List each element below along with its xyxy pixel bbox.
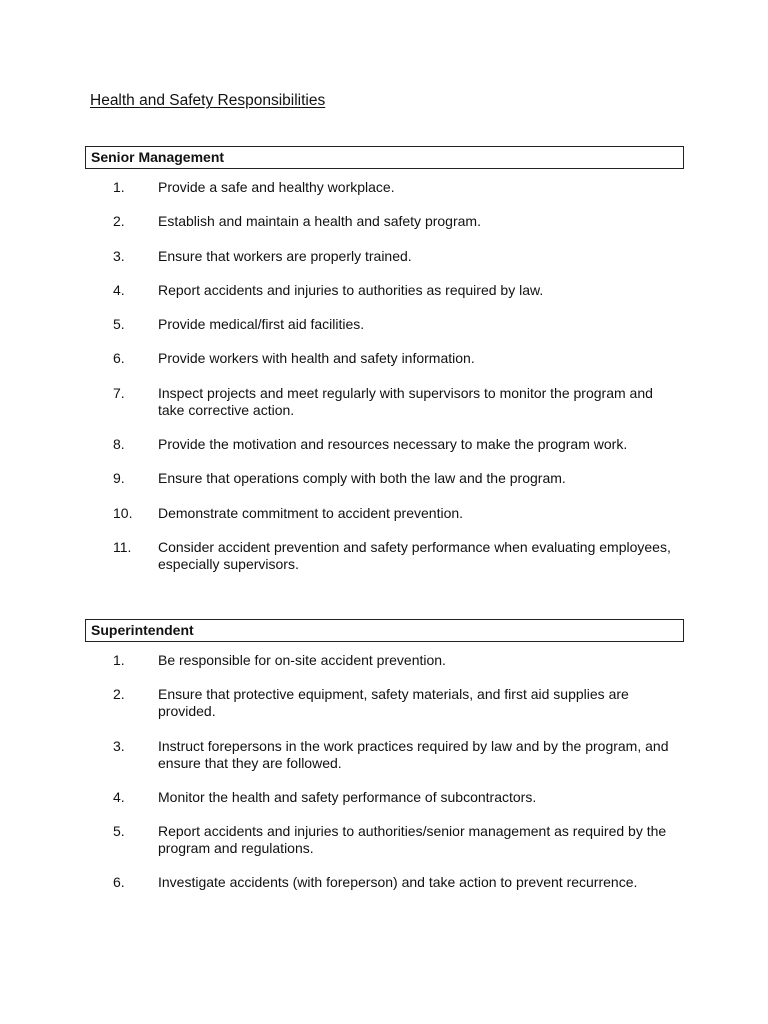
list-item xyxy=(85,316,684,333)
item-number: 6. xyxy=(113,350,125,367)
list-item xyxy=(85,385,684,419)
list-item xyxy=(85,282,684,299)
item-text: Provide workers with health and safety information. xyxy=(158,350,475,367)
item-number: 11. xyxy=(113,538,132,555)
item-number: 2. xyxy=(113,686,125,703)
item-text: Monitor the health and safety performance of subcontractors. xyxy=(158,788,537,805)
item-text: Ensure that workers are properly trained. xyxy=(158,247,412,264)
item-text: Consider accident prevention and safety performance when evaluating employees, especially supervisors. xyxy=(158,538,671,572)
item-number: 5. xyxy=(113,316,125,333)
item-text: Ensure that operations comply with both the law and the program. xyxy=(158,470,566,487)
list-item xyxy=(85,350,684,367)
item-text: Investigate accidents (with foreperson) and take action to prevent recurrence. xyxy=(158,874,638,891)
list-item xyxy=(85,652,684,669)
item-number: 7. xyxy=(113,384,125,401)
item-number: 9. xyxy=(113,470,125,487)
responsibility-list xyxy=(85,652,684,891)
list-item xyxy=(85,505,684,522)
section-heading: Senior Management xyxy=(85,146,684,169)
list-item xyxy=(85,436,684,453)
item-text: Ensure that protective equipment, safety materials, and first aid supplies are provided. xyxy=(158,686,629,720)
list-item xyxy=(85,470,684,487)
item-number: 3. xyxy=(113,737,125,754)
item-number: 8. xyxy=(113,436,125,453)
item-number: 5. xyxy=(113,823,125,840)
list-item xyxy=(85,248,684,265)
list-item xyxy=(85,179,684,196)
item-number: 1. xyxy=(113,652,125,668)
item-text: Inspect projects and meet regularly with supervisors to monitor the program and take corrective action. xyxy=(158,384,653,418)
item-number: 2. xyxy=(113,213,125,230)
item-number: 4. xyxy=(113,281,125,298)
item-number: 6. xyxy=(113,874,125,891)
list-item xyxy=(85,738,684,772)
item-text: Provide a safe and healthy workplace. xyxy=(158,179,395,195)
list-item xyxy=(85,539,684,573)
section-superintendent xyxy=(85,619,684,909)
list-item xyxy=(85,686,684,720)
item-text: Report accidents and injuries to authorities as required by law. xyxy=(158,281,544,298)
item-text: Instruct forepersons in the work practices required by law and by the program, and ensure that they are followed. xyxy=(158,737,669,771)
list-item xyxy=(85,823,684,857)
item-number: 3. xyxy=(113,247,125,264)
item-text: Provide the motivation and resources necessary to make the program work. xyxy=(158,436,628,453)
page-title: Health and Safety Responsibilities xyxy=(90,92,326,109)
list-item xyxy=(85,789,684,806)
item-text: Report accidents and injuries to authorities/senior management as required by the program and regulations. xyxy=(158,823,667,857)
section-heading: Superintendent xyxy=(85,619,684,642)
item-text: Provide medical/first aid facilities. xyxy=(158,316,365,333)
item-number: 4. xyxy=(113,788,125,805)
section-senior-management xyxy=(85,146,684,590)
list-item xyxy=(85,213,684,230)
item-text: Establish and maintain a health and safety program. xyxy=(158,213,481,230)
item-text: Be responsible for on-site accident prevention. xyxy=(158,652,446,668)
list-item xyxy=(85,874,684,891)
item-text: Demonstrate commitment to accident prevention. xyxy=(158,504,464,521)
item-number: 10. xyxy=(113,504,133,521)
responsibility-list xyxy=(85,179,684,573)
item-number: 1. xyxy=(113,179,125,195)
